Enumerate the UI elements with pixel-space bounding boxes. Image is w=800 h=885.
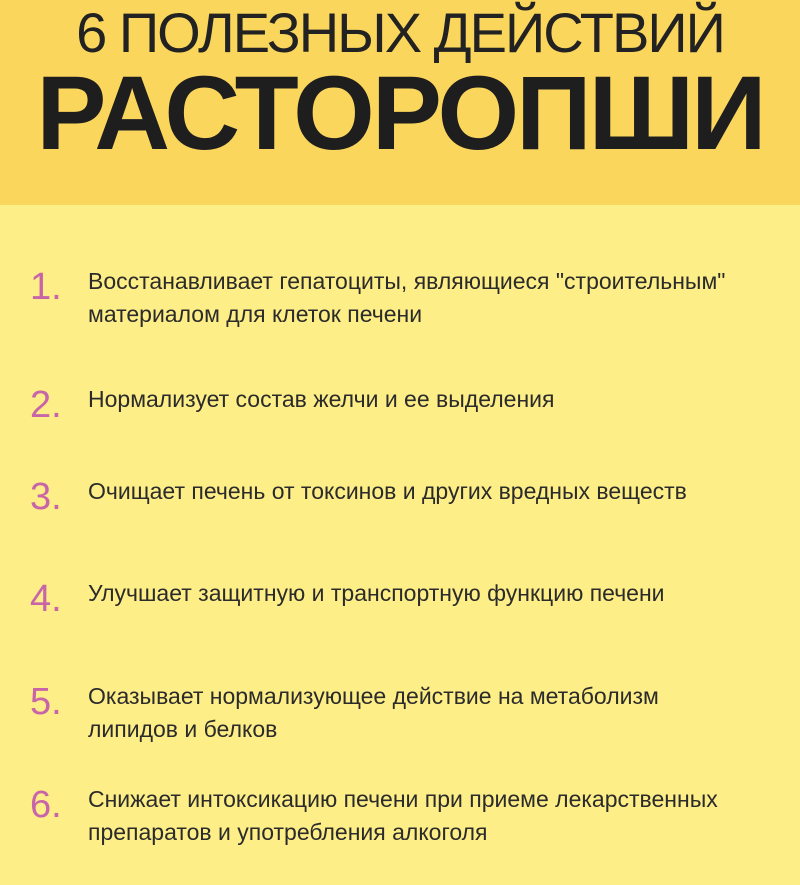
item-number: 3. [30,476,62,518]
title-subheading: 6 ПОЛЕЗНЫХ ДЕЙСТВИЙ [76,1,724,64]
title-main: РАСТОРОПШИ [36,55,764,172]
item-text: Снижает интоксикацию печени при приеме лекарственных препаратов и употребления алкоголя [88,786,718,845]
item-number: 6. [30,784,62,826]
item-text: Восстанавливает гепатоциты, являющиеся "строительным" материалом для клеток печени [88,268,726,327]
item-number: 1. [30,266,62,308]
item-text: Оказывает нормализующее действие на метаболизм липидов и белков [88,683,659,742]
item-text: Очищает печень от токсинов и других вредных веществ [88,478,687,504]
item-number: 4. [30,578,62,620]
item-number: 2. [30,384,62,426]
item-text: Нормализует состав желчи и ее выделения [88,386,555,412]
item-text: Улучшает защитную и транспортную функцию печени [88,580,665,606]
item-number: 5. [30,681,62,723]
header-banner [0,0,800,205]
